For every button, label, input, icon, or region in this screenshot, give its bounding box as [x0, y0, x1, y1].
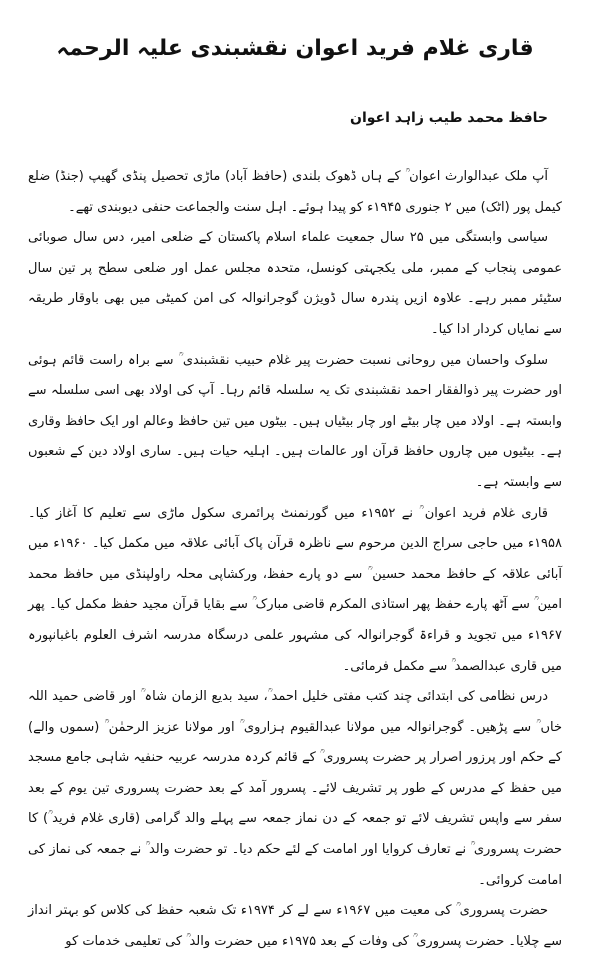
paragraph-politics: سیاسی وابستگی میں ۲۵ سال جمعیت علماء اسلام پاکستان کے ضلعی امیر، دس سال صوبائی عمومی پنجاب کے ممبر، ملی یکجہتی کونسل، متحدہ مجلس عمل اور ضلعی سطح پر تین سال سٹیئر ممبر رہے۔ علاوہ ازیں پندرہ سال ڈویژن گوجرانوالہ کی امن کمیٹی میں بھی باوقار طریقہ سے نمایاں کردار ادا کیا۔ [28, 230, 562, 337]
author-name: حافظ محمد طیب زاہد اعوان [350, 110, 548, 126]
paragraph-birth: آپ ملک عبدالوارث اعوان ؒ کے ہاں ڈھوک بلندی (حافظ آباد) ماڑی تحصیل پنڈی گھیپ (جنڈ) ضلع کیمل پور (اٹک) میں ۲ جنوری ۱۹۴۵ء کو پیدا ہوئے۔ اہل سنت والجماعت حنفی دیوبندی تھے۔ [28, 169, 562, 215]
paragraph-education: قاری غلام فرید اعوان ؒ نے ۱۹۵۲ء میں گورنمنٹ پرائمری سکول ماڑی سے تعلیم کا آغاز کیا۔ ۱۹۵۸ء میں حاجی سراج الدین مرحوم سے ناظرہ قرآن پاک آبائی علاقہ میں مکمل کیا۔ ۱۹۶۰ء میں آبائی علاقہ کے حافظ محمد حسین ؒ سے دو پارے حفظ، ورکشاپی محلہ راولپنڈی میں حافظ محمد امین ؒ سے آٹھ پارے حفظ پھر استاذی المکرم قاضی مبارک ؒ سے بقایا قرآن مجید حفظ مکمل کیا۔ پھر ۱۹۶۷ء میں تجوید و قراءۃ گوجرانوالہ کی مشہور علمی درسگاہ مدرسہ اشرف العلوم باغبانپورہ میں قاری عبدالصمد ؒ سے مکمل فرمائی۔ [28, 505, 562, 674]
article-body [28, 162, 562, 957]
paragraph-dars-nizami: درس نظامی کی ابتدائی چند کتب مفتی خلیل احمد ؒ، سید بدیع الزمان شاہ ؒ اور قاضی حمید اللہ خاں ؒ سے پڑھیں۔ گوجرانوالہ میں مولانا عبدالقیوم ہزاروی ؒ اور مولانا عزیز الرحمٰن ؒ (سموں والے) کے حکم اور پرزور اصرار پر حضرت پسروری ؒ کے قائم کردہ مدرسہ عربیہ حنفیہ شاہی جامع مسجد میں حفظ کے مدرس کے طور پر تشریف لائے۔ پسرور آمد کے بعد حضرت پسروری تین یوم کے بعد سفر سے واپس تشریف لائے تو جمعہ کے دن نماز جمعہ سے پہلے والد گرامی (قاری غلام فرید ؒ) کا حضرت پسروری ؒ نے تعارف کروایا اور امامت کے لئے حکم دیا۔ تو حضرت والد ؒ نے جمعہ کی نماز کی امامت کروائی۔ [28, 689, 562, 888]
paragraph-spirituality: سلوک واحسان میں روحانی نسبت حضرت پیر غلام حبیب نقشبندی ؒ سے براہ راست قائم ہوئی اور حضرت پیر ذوالفقار احمد نقشبندی تک یہ سلسلہ قائم رہا۔ آپ کی اولاد بھی اسی سلسلہ سے وابستہ ہے۔ اولاد میں چار بیٹے اور چار بیٹیاں ہیں۔ بیٹوں میں تین حافظ وعالم اور ایک حافظ وقاری ہے۔ بیٹیوں میں چاروں حافظ قرآن اور عالمات ہیں۔ اہلیہ حیات ہیں۔ ساری اولاد دین کے شعبوں سے وابستہ ہے۔ [28, 352, 562, 490]
page-title: قاری غلام فرید اعوان نقشبندی علیہ الرحمہ [56, 36, 534, 61]
paragraph-pasrur: حضرت پسروری ؒ کی معیت میں ۱۹۶۷ء سے لے کر ۱۹۷۴ء تک شعبہ حفظ کی کلاس کو بہتر انداز سے چلایا۔ حضرت پسروری ؒ کی وفات کے بعد ۱۹۷۵ء میں حضرت والد ؒ کی تعلیمی خدمات کو [28, 903, 562, 949]
